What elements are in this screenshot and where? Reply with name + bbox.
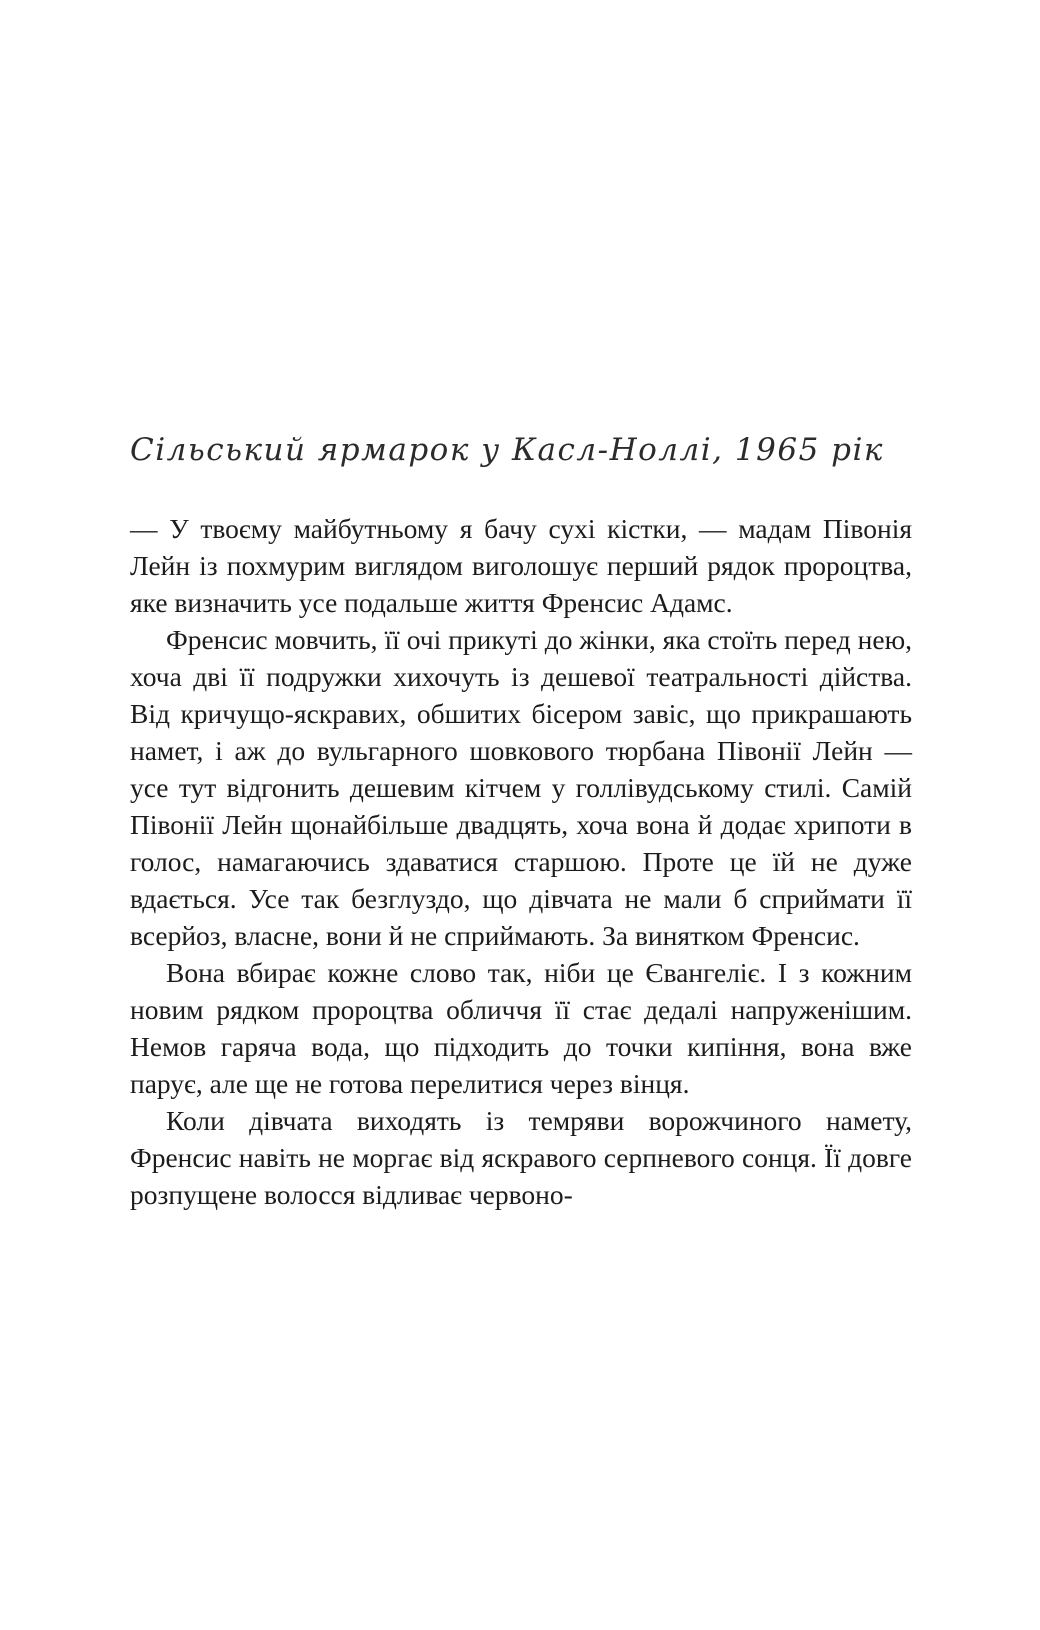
paragraph-2: Френсис мовчить, її очі прикуті до жінки, яка стоїть перед нею, хоча дві її подружки хихочуть із дешевої театральності дійства. Від кричущо-яскравих, обшитих бісером завіс, що прикрашають намет, і аж до вульгарного шовкового тюрбана Півонії Лейн — усе тут відгонить дешевим кітчем у голлівудському стилі. Самій Півонії Лейн щонайбільше двадцять, хоча вона й додає хрипоти в голос, намагаючись здаватися старшою. Проте це їй не дуже вдається. Усе так безглуздо, що дівчата не мали б сприймати її всерйоз, власне, вони й не сприймають. За винятком Френсис.	[130, 624, 912, 951]
paragraph-4: Коли дівчата виходять із темряви ворожчиного намету, Френсис навіть не моргає від яскравого серпневого сонця. Її довге розпущене волосся відливає червоно-	[130, 1105, 912, 1210]
chapter-heading: Сільський ярмарок у Касл-Ноллі, 1965 рік	[130, 432, 884, 468]
paragraph-1: — У твоєму майбутньому я бачу сухі кістки, — мадам Півонія Лейн із похмурим виглядом виголошує перший рядок пророцтва, яке визначить усе подальше життя Френсис Адамс.	[130, 513, 912, 618]
paragraph-3: Вона вбирає кожне слово так, ніби це Євангеліє. І з кожним новим рядком пророцтва обличчя її стає дедалі напруженішим. Немов гаряча вода, що підходить до точки кипіння, вона вже парує, але ще не готова перелитися через вінця.	[130, 957, 912, 1099]
body-text	[130, 510, 912, 1213]
page-content	[130, 432, 912, 1213]
